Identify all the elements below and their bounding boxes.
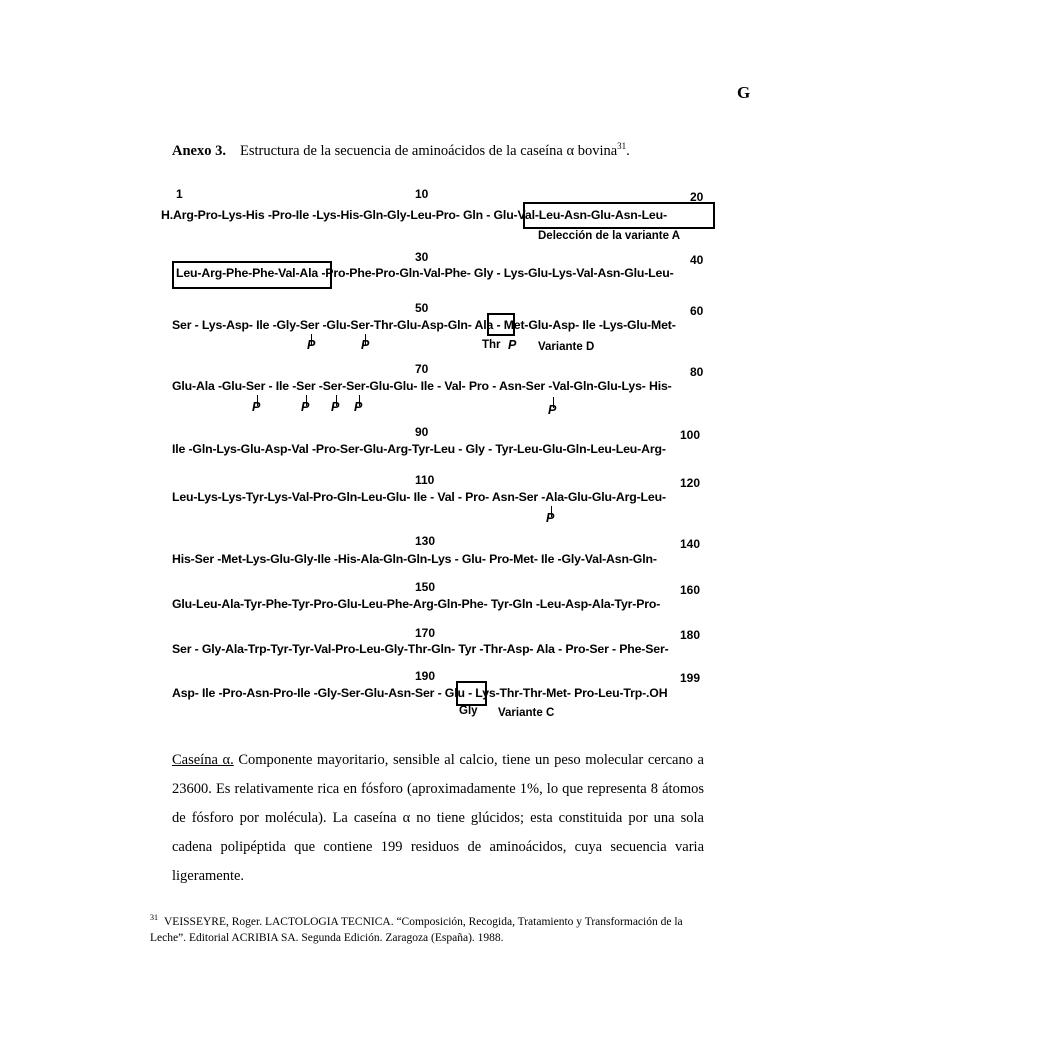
seq-number: 20 <box>690 190 704 204</box>
variant-d-label: Variante D <box>538 341 595 353</box>
deletion-label: Delección de la variante A <box>538 230 681 242</box>
seq-number: 60 <box>690 304 704 318</box>
deletion-box <box>172 261 332 289</box>
description-paragraph <box>172 746 704 891</box>
seq-number: 160 <box>680 583 701 597</box>
phospho-mark: P <box>301 400 310 414</box>
phospho-mark: P <box>307 338 316 352</box>
seq-number: 190 <box>415 669 436 683</box>
phospho-mark: P <box>361 338 370 352</box>
variant-c-sub: Gly <box>459 705 478 717</box>
annex-caption: Anexo 3. Estructura de la secuencia de aminoácidos de la caseína α bovina$^{31}$. <box>172 141 630 159</box>
seq-number: 1 <box>176 187 183 201</box>
seq-number: 100 <box>680 428 701 442</box>
seq-row: Asp- Ile -Pro-Asn-Pro-Ile -Gly-Ser-Glu-Asn-Ser - Glu - Lys-Thr-Thr-Met- Pro-Leu-Trp-.OH <box>172 686 668 700</box>
annex-label: Anexo 3. <box>172 142 226 159</box>
annex-ref: 31 <box>617 141 627 151</box>
seq-number: 10 <box>415 187 429 201</box>
phospho-mark: P <box>252 400 261 414</box>
seq-row: Ile -Gln-Lys-Glu-Asp-Val -Pro-Ser-Glu-Arg-Tyr-Leu - Gly - Tyr-Leu-Glu-Gln-Leu-Leu-Arg- <box>172 442 666 456</box>
seq-number: 50 <box>415 301 429 315</box>
seq-row: Ser - Lys-Asp- Ile -Gly-Ser -Glu-Ser-Thr-Glu-Asp-Gln- Ala - Met-Glu-Asp- Ile -Lys-Glu-Met- <box>172 318 676 332</box>
variant-d-box <box>487 313 515 336</box>
seq-row: Leu-Arg-Phe-Phe-Val-Ala -Pro-Phe-Pro-Gln-Val-Phe- Gly - Lys-Glu-Lys-Val-Asn-Glu-Leu- <box>176 266 674 280</box>
seq-number: 90 <box>415 425 429 439</box>
footnote <box>150 910 710 946</box>
seq-row: Glu-Ala -Glu-Ser - Ile -Ser -Ser-Ser-Glu-Glu- Ile - Val- Pro - Asn-Ser -Val-Gln-Glu-Lys- His- <box>172 379 672 393</box>
variant-c-box <box>456 681 487 706</box>
seq-number: 140 <box>680 537 701 551</box>
seq-row: Ser - Gly-Ala-Trp-Tyr-Tyr-Val-Pro-Leu-Gly-Thr-Gln- Tyr -Thr-Asp- Ala - Pro-Ser - Phe-Ser- <box>172 642 669 656</box>
seq-number: 70 <box>415 362 429 376</box>
seq-row: H.Arg-Pro-Lys-His -Pro-Ile -Lys-His-Gln-Gly-Leu-Pro- Gln - Glu-Val-Leu-Asn-Glu-Asn-Leu- <box>161 208 667 222</box>
phospho-mark: P <box>331 400 340 414</box>
annex-title: Estructura de la secuencia de aminoácidos de la caseína α bovina <box>239 142 618 159</box>
seq-number: 40 <box>690 253 704 267</box>
seq-number: 170 <box>415 626 436 640</box>
seq-number: 110 <box>415 473 435 487</box>
seq-number: 80 <box>690 365 704 379</box>
seq-row: Glu-Leu-Ala-Tyr-Phe-Tyr-Pro-Glu-Leu-Phe-Arg-Gln-Phe- Tyr-Gln -Leu-Asp-Ala-Tyr-Pro- <box>172 597 661 611</box>
seq-number: 30 <box>415 250 429 264</box>
seq-number: 130 <box>415 534 436 548</box>
description-heading: Caseína α. <box>172 752 234 768</box>
seq-row: Leu-Lys-Lys-Tyr-Lys-Val-Pro-Gln-Leu-Glu- Ile - Val - Pro- Asn-Ser -Ala-Glu-Glu-Arg-Leu- <box>172 490 666 504</box>
variant-c-label: Variante C <box>498 707 555 719</box>
variant-d-sub: Thr <box>482 339 501 351</box>
phospho-mark: P <box>508 338 517 352</box>
footnote-number: 31 <box>150 913 158 922</box>
seq-row: His-Ser -Met-Lys-Glu-Gly-Ile -His-Ala-Gln-Gln-Lys - Glu- Pro-Met- Ile -Gly-Val-Asn-Gln- <box>172 552 657 566</box>
deletion-box <box>523 202 715 229</box>
phospho-mark: P <box>548 403 557 417</box>
page-letter: G <box>737 83 751 102</box>
seq-number: 120 <box>680 476 701 490</box>
phospho-mark: P <box>354 400 363 414</box>
phospho-mark: P <box>546 511 555 525</box>
footnote-text: VEISSEYRE, Roger. LACTOLOGIA TECNICA. “Composición, Recogida, Tratamiento y Transformación de la Leche”. Editorial ACRIBIA SA. Segunda Edición. Zaragoza (España). 1988. <box>150 915 683 944</box>
seq-number: 150 <box>415 580 436 594</box>
seq-number: 180 <box>680 628 701 642</box>
seq-number: 199 <box>680 671 701 685</box>
description-body: Componente mayoritario, sensible al calcio, tiene un peso molecular cercano a 23600. Es relativamente rica en fósforo (aproximadamente 1%, lo que representa 8 átomos de fósforo por molécula). La caseína α no tiene glúcidos; esta constituida por una sola cadena polipéptida que contiene 199 residuos de aminoácidos, cuya secuencia varia ligeramente. <box>172 752 704 884</box>
